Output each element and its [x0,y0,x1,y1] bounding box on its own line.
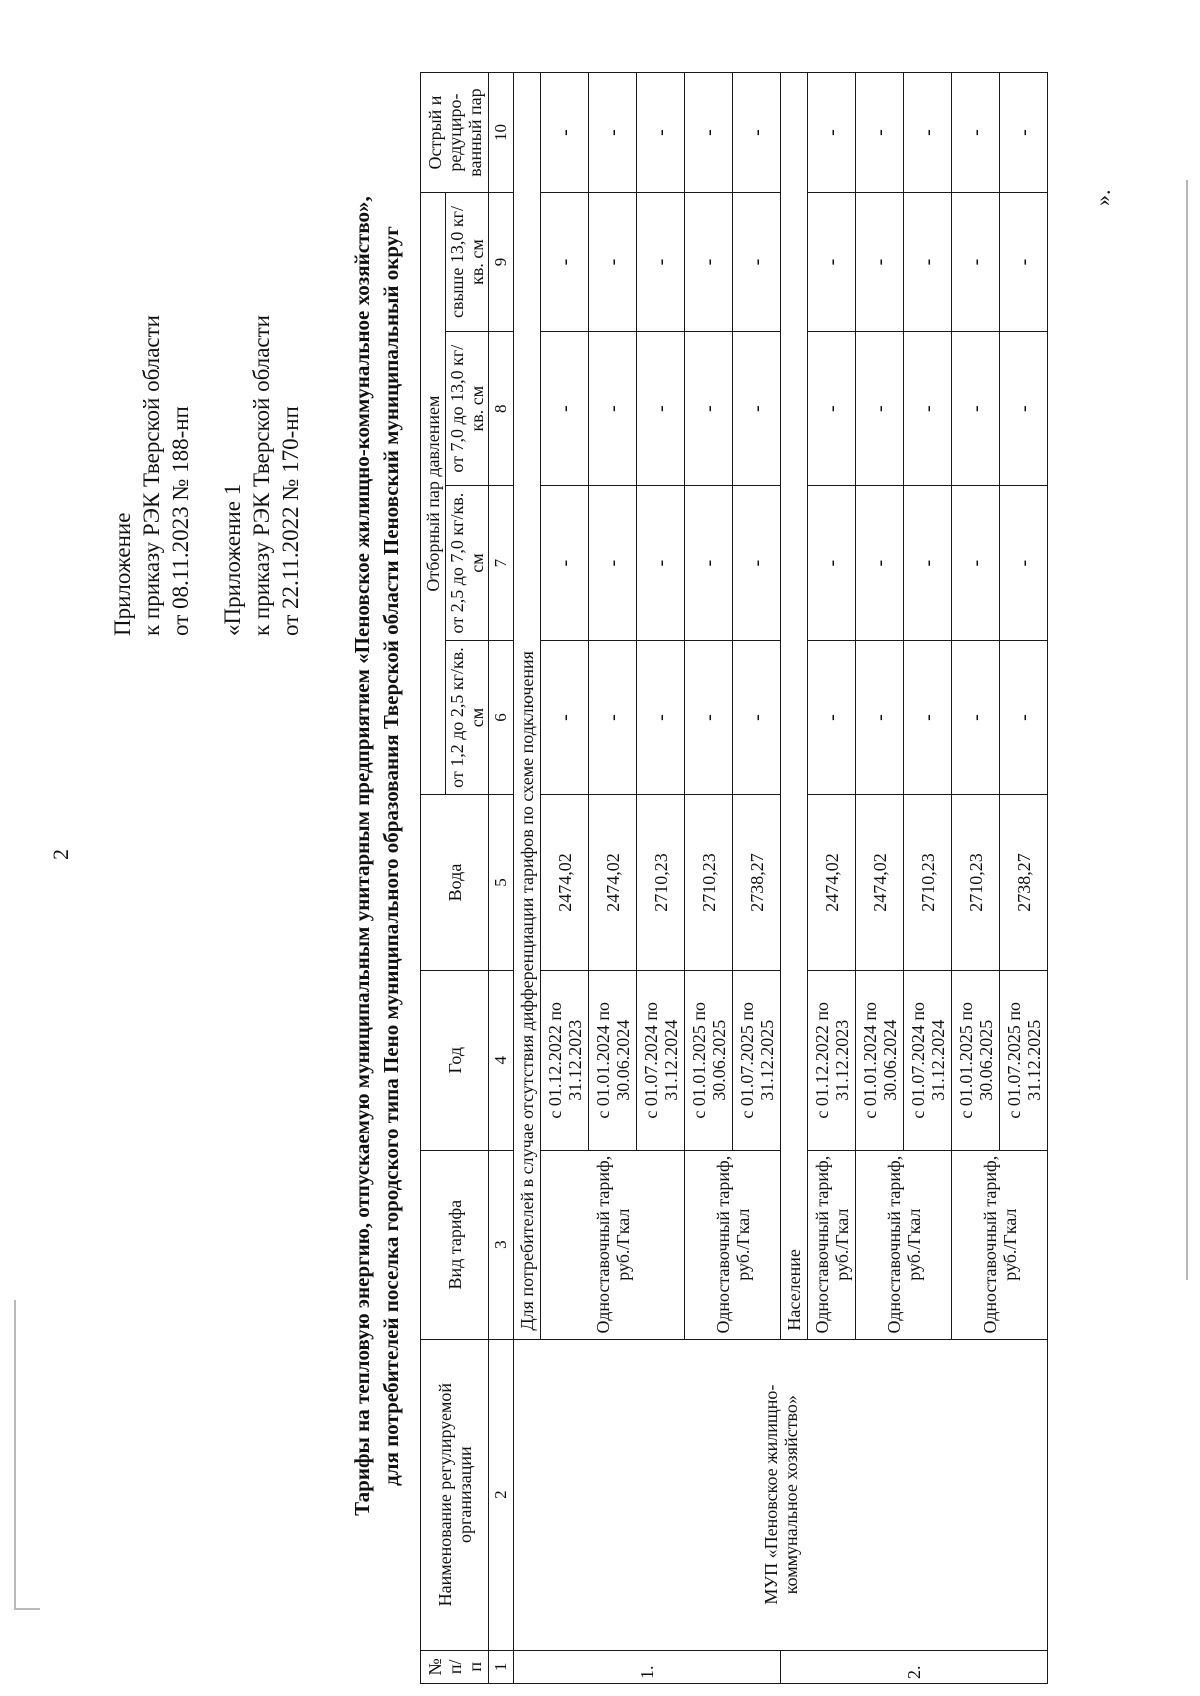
steam-cell-s4: - [589,193,637,332]
period-cell: с 01.12.2022 по 31.12.2023 [541,970,589,1150]
column-number: 9 [489,193,514,332]
tariff-type-cell: Одноставочный тариф, руб./Гкал [856,1150,952,1339]
steam-cell-s4: - [637,193,685,332]
appendix-previous [218,315,305,636]
column-number: 4 [489,970,514,1150]
tariff-type-cell: Одноставочный тариф, руб./Гкал [952,1150,1048,1339]
steam-cell-s3: - [589,331,637,485]
period-cell: с 01.12.2022 по 31.12.2023 [808,970,856,1150]
steam-cell-s1: - [685,640,733,794]
steam-cell-s1: - [733,640,781,794]
steam-cell-s2: - [808,486,856,640]
period-cell: с 01.01.2025 по 30.06.2025 [685,970,733,1150]
title-line-2: для потребителей поселка городского типа Пено муниципального образования Тверской области Пеновский муниципальный округ [379,226,403,1486]
header-water: Вода [421,795,489,971]
steam-cell-s4: - [733,193,781,332]
header-steam-4: свыше 13,0 кг/кв. см [446,193,489,332]
tariff-type-cell: Одноставочный тариф, руб./Гкал [685,1150,781,1339]
steam-cell-sharp: - [808,73,856,193]
water-cell: 2474,02 [808,795,856,971]
tariff-type-cell: Одноставочный тариф, руб./Гкал [541,1150,685,1339]
tariff-type-cell: Одноставочный тариф, руб./Гкал [808,1150,856,1339]
steam-cell-s2: - [952,486,1000,640]
steam-cell-s4: - [1000,193,1048,332]
steam-cell-s1: - [637,640,685,794]
period-cell: с 01.07.2024 по 31.12.2024 [904,970,952,1150]
section-number: 1. [514,1650,781,1683]
steam-cell-sharp: - [952,73,1000,193]
steam-cell-s2: - [904,486,952,640]
period-cell: с 01.07.2024 по 31.12.2024 [637,970,685,1150]
water-cell: 2474,02 [856,795,904,971]
steam-cell-s4: - [541,193,589,332]
section-number: 2. [781,1650,1048,1683]
steam-cell-s3: - [541,331,589,485]
steam-cell-s1: - [808,640,856,794]
column-number: 7 [489,486,514,640]
steam-cell-sharp: - [856,73,904,193]
steam-cell-s3: - [637,331,685,485]
steam-cell-s3: - [856,331,904,485]
steam-cell-s3: - [808,331,856,485]
steam-cell-s3: - [1000,331,1048,485]
period-cell: с 01.01.2024 по 30.06.2024 [589,970,637,1150]
header-row [421,73,446,1684]
steam-cell-s4: - [685,193,733,332]
steam-cell-s2: - [541,486,589,640]
steam-cell-s2: - [685,486,733,640]
steam-cell-s3: - [685,331,733,485]
tariff-table [420,72,1048,1684]
steam-cell-sharp: - [733,73,781,193]
water-cell: 2710,23 [637,795,685,971]
steam-cell-s4: - [904,193,952,332]
period-cell: с 01.07.2025 по 31.12.2025 [1000,970,1048,1150]
closing-mark: ». [1090,189,1115,206]
steam-cell-s3: - [952,331,1000,485]
column-number: 10 [489,73,514,193]
steam-cell-s2: - [733,486,781,640]
water-cell: 2474,02 [541,795,589,971]
water-cell: 2738,27 [733,795,781,971]
steam-cell-sharp: - [589,73,637,193]
section-label: Для потребителей в случае отсутствия дифференциации тарифов по схеме подключения [514,73,541,1340]
page-number: 2 [48,849,73,860]
steam-cell-s1: - [541,640,589,794]
appendix-previous-line: от 22.11.2022 № 170-нп [278,406,303,636]
appendix-current-line: к приказу РЭК Тверской области [139,315,164,636]
steam-cell-sharp: - [1000,73,1048,193]
steam-cell-s3: - [733,331,781,485]
section-row [514,73,541,1684]
period-cell: с 01.07.2025 по 31.12.2025 [733,970,781,1150]
column-number: 5 [489,795,514,971]
column-number: 2 [489,1339,514,1650]
steam-cell-sharp: - [904,73,952,193]
appendix-previous-line: к приказу РЭК Тверской области [249,315,274,636]
steam-cell-s4: - [808,193,856,332]
appendix-current [108,315,195,636]
header-year: Год [421,970,489,1150]
steam-cell-s2: - [1000,486,1048,640]
period-cell: с 01.01.2025 по 30.06.2025 [952,970,1000,1150]
water-cell: 2474,02 [589,795,637,971]
header-tariff-type: Вид тарифа [421,1150,489,1339]
title-line-1: Тарифы на тепловую энергию, отпускаемую муниципальным унитарным предприятием «Пеновское жилищно-коммунальное хозяйство», [350,196,374,1516]
column-number: 6 [489,640,514,794]
org-name: МУП «Пеновское жилищно-коммунальное хозяйство» [514,1339,1048,1650]
steam-cell-sharp: - [685,73,733,193]
steam-cell-s2: - [637,486,685,640]
water-cell: 2710,23 [904,795,952,971]
header-steam-3: от 7,0 до 13,0 кг/кв. см [446,331,489,485]
steam-cell-s1: - [952,640,1000,794]
header-sharp-steam: Острый и редуциро- ванный пар [421,73,489,193]
appendix-current-line: от 08.11.2023 № 188-нп [168,406,193,636]
appendix-previous-line: «Приложение 1 [220,483,245,636]
steam-cell-s4: - [856,193,904,332]
steam-cell-s1: - [589,640,637,794]
steam-cell-s1: - [1000,640,1048,794]
steam-cell-s2: - [589,486,637,640]
steam-cell-s2: - [856,486,904,640]
steam-cell-sharp: - [637,73,685,193]
column-number: 8 [489,331,514,485]
water-cell: 2710,23 [685,795,733,971]
header-steam-1: от 1,2 до 2,5 кг/кв. см [446,640,489,794]
steam-cell-s1: - [856,640,904,794]
document-title [348,76,406,1636]
header-steam-group: Отборный пар давлением [421,193,446,795]
water-cell: 2738,27 [1000,795,1048,971]
steam-cell-s3: - [904,331,952,485]
header-org: Наименование регулируемой организации [421,1339,489,1650]
period-cell: с 01.01.2024 по 30.06.2024 [856,970,904,1150]
table-body [489,73,1048,1684]
steam-cell-s1: - [904,640,952,794]
steam-cell-sharp: - [541,73,589,193]
column-number: 3 [489,1150,514,1339]
header-steam-2: от 2,5 до 7,0 кг/кв. см [446,486,489,640]
column-numbers-row [489,73,514,1684]
column-number: 1 [489,1650,514,1683]
appendix-current-line: Приложение [110,512,135,636]
section-label: Население [781,73,808,1340]
steam-cell-s4: - [952,193,1000,332]
water-cell: 2710,23 [952,795,1000,971]
header-num: № п/ п [421,1650,489,1683]
